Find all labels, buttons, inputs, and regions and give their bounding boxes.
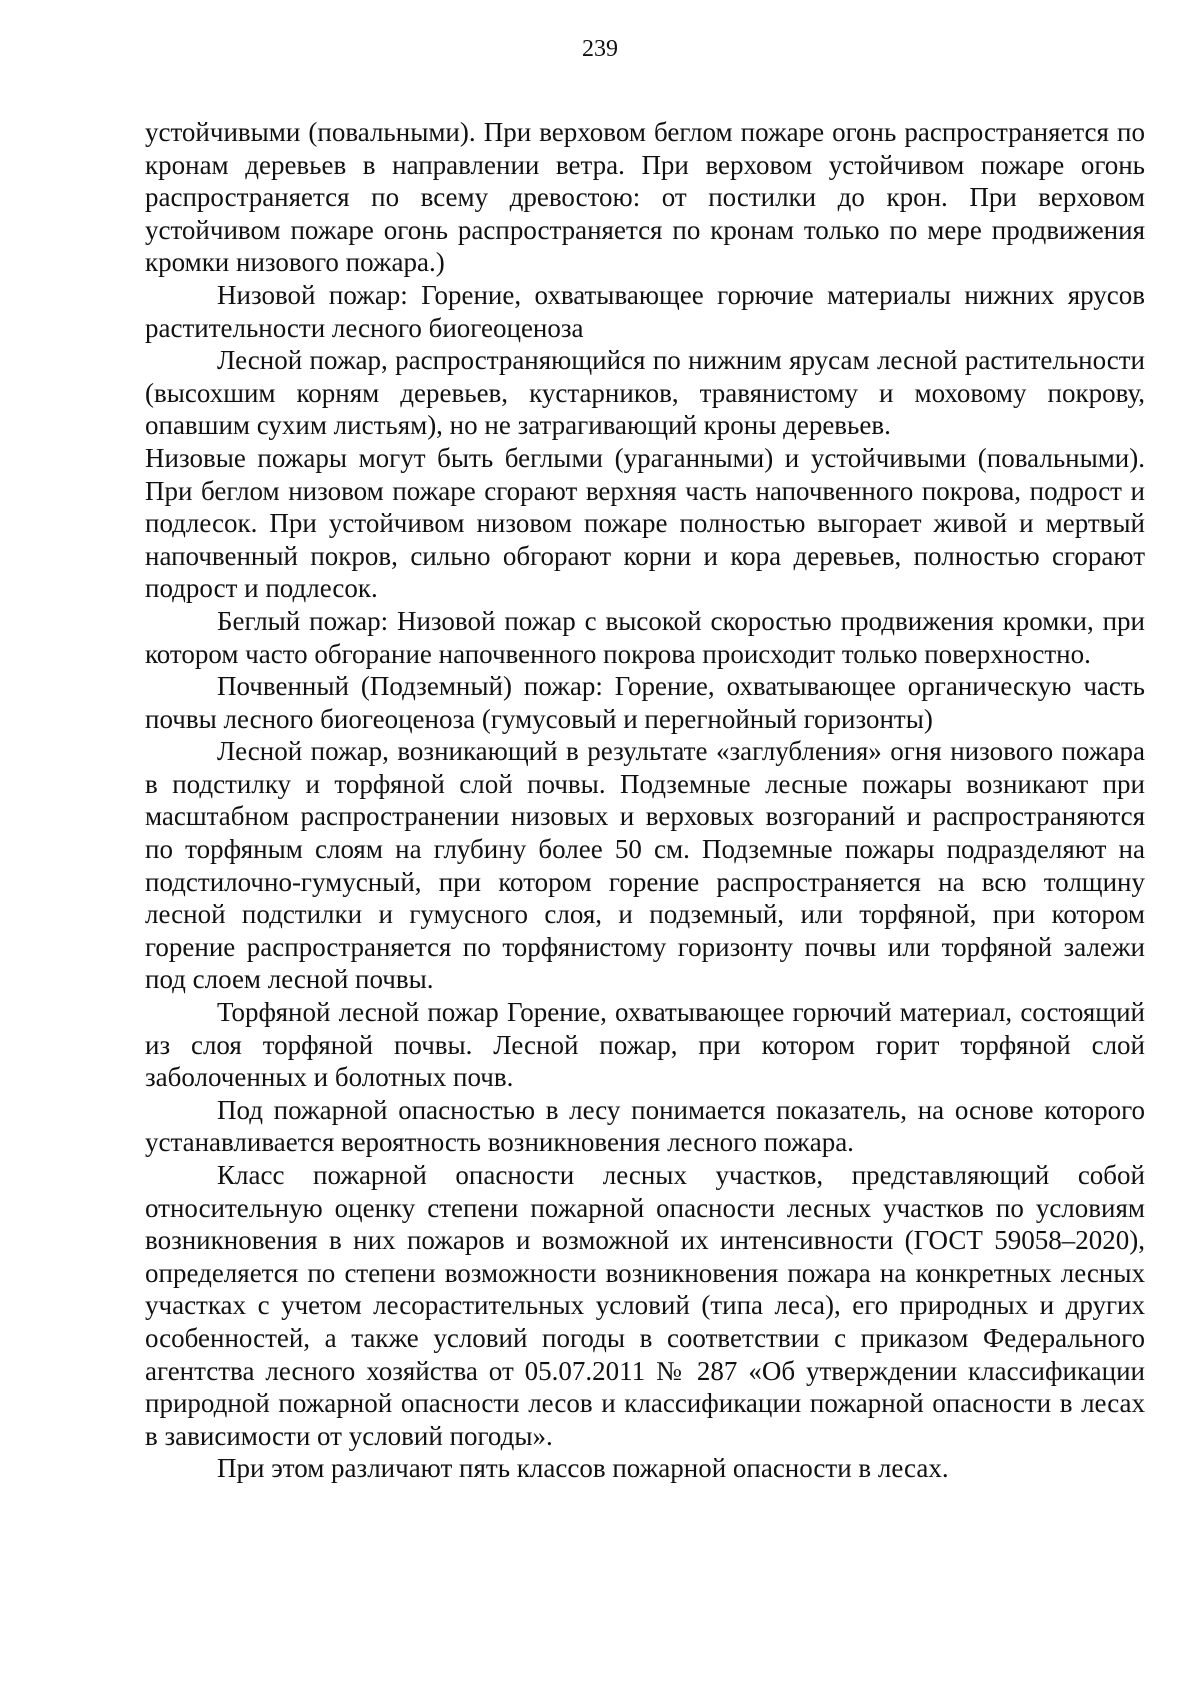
paragraph-10: Класс пожарной опасности лесных участков, представляющий собой относительную оценку степени пожарной опасности лесных участков по условиям возникновения в них пожаров и возможной их интенсивности (ГОСТ 59058–2020), определяется по степени возможности возникновения пожара на конкретных лесных участках с учетом лесорастительных условий (типа леса), его природных и других особенностей, а также условий погоды в соответствии с приказом Федерального агентства лесного хозяйства от 05.07.2011 № 287 «Об утверждении классификации природной пожарной опасности лесов и классификации пожарной опасности в лесах в зависимости от условий погоды». bbox=[145, 1160, 1145, 1451]
paragraph-7: Лесной пожар, возникающий в результате «заглубления» огня низового пожара в подстилку и торфяной слой почвы. Подземные лесные пожары возникают при масштабном распространении низовых и верховых возгораний и распространяются по торфяным слоям на глубину более 50 см. Подземные пожары подразделяют на подстилочно-гумусный, при котором горение распространяется на всю толщину лесной подстилки и гумусного слоя, и подземный, или торфяной, при котором горение распространяется по торфянистому горизонту почвы или торфяной залежи под слоем лесной почвы. bbox=[145, 736, 1145, 995]
paragraph-11: При этом различают пять классов пожарной опасности в лесах. bbox=[217, 1453, 949, 1484]
paragraph-8: Торфяной лесной пожар Горение, охватывающее горючий материал, состоящий из слоя торфяной почвы. Лесной пожар, при котором горит торфяной слой заболоченных и болотных почв. bbox=[145, 997, 1145, 1093]
body-text bbox=[145, 116, 1145, 1485]
paragraph-4: Низовые пожары могут быть беглыми (ураганными) и устойчивыми (повальными). При беглом низовом пожаре сгорают верхняя часть напочвенного покрова, подрост и подлесок. При устойчивом низовом пожаре полностью выгорает живой и мертвый напочвенный покров, сильно обгорают корни и кора деревьев, полностью сгорают подрост и подлесок. bbox=[145, 442, 1145, 604]
page-number: 239 bbox=[582, 36, 618, 62]
paragraph-2: Низовой пожар: Горение, охватывающее горючие материалы нижних ярусов растительности лесного биогеоценоза bbox=[145, 279, 1145, 343]
paragraph-3: Лесной пожар, распространяющийся по нижним ярусам лесной растительности (высохшим корням деревьев, кустарников, травянистому и моховому покрову, опавшим сухим листьям), но не затрагивающий кроны деревьев. bbox=[145, 345, 1145, 441]
paragraph-9: Под пожарной опасностью в лесу понимается показатель, на основе которого устанавливается вероятность возникновения лесного пожара. bbox=[145, 1094, 1145, 1158]
paragraph-1: устойчивыми (повальными). При верховом беглом пожаре огонь распространяется по кронам деревьев в направлении ветра. При верховом устойчивом пожаре огонь распространяется по всему древостою: от постилки до крон. При верховом устойчивом пожаре огонь распространяется по кронам только по мере продвижения кромки низового пожара.) bbox=[145, 117, 1145, 278]
paragraph-6: Почвенный (Подземный) пожар: Горение, охватывающее органическую часть почвы лесного биогеоценоза (гумусовый и перегнойный горизонты) bbox=[145, 671, 1145, 734]
paragraph-5: Беглый пожар: Низовой пожар с высокой скоростью продвижения кромки, при котором часто обгорание напочвенного покрова происходит только поверхностно. bbox=[145, 605, 1145, 669]
